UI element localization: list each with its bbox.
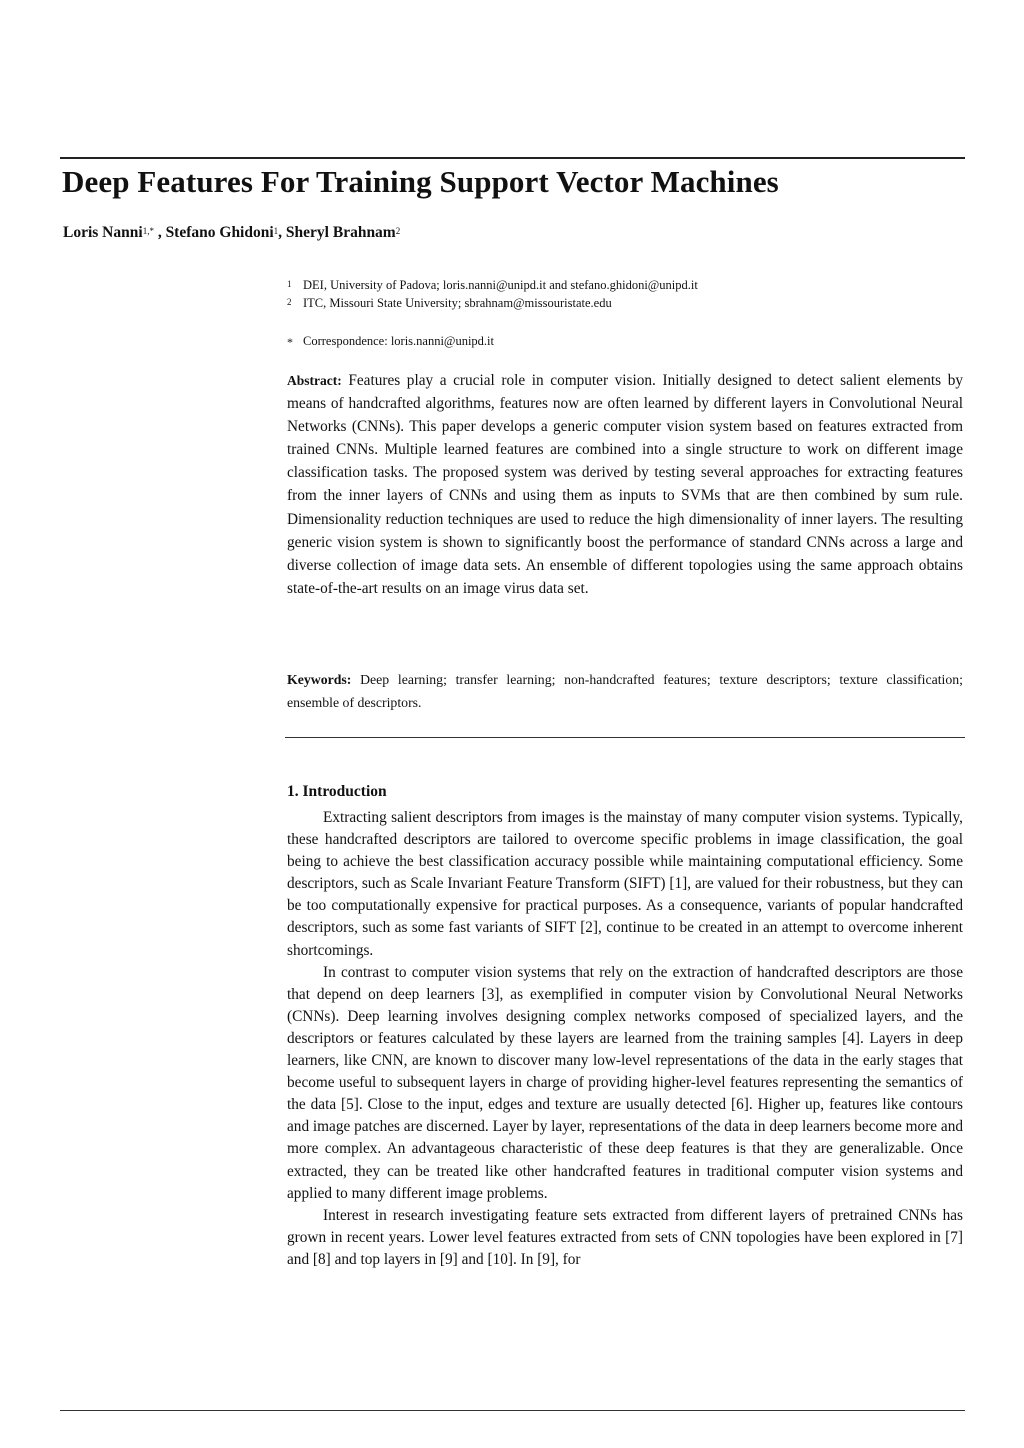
affiliation-text: ITC, Missouri State University; sbrahnam@missouristate.edu bbox=[303, 296, 612, 310]
affiliation-line bbox=[287, 276, 967, 294]
author-separator: , bbox=[278, 224, 286, 241]
footer-rule bbox=[60, 1410, 965, 1411]
keywords-text: Deep learning; transfer learning; non-handcrafted features; texture descriptors; texture classification; ensemble of descriptors. bbox=[287, 672, 964, 710]
abstract-label: Abstract: bbox=[287, 373, 342, 388]
body-paragraph: Interest in research investigating feature sets extracted from different layers of pretrained CNNs has grown in recent years. Lower level features extracted from sets of CNN topologies have been explored in [7] and [8] and top layers in [9] and [10]. In [9], for bbox=[287, 1206, 963, 1268]
affiliation-text: DEI, University of Padova; loris.nanni@unipd.it and stefano.ghidoni@unipd.it bbox=[303, 278, 698, 292]
author-affiliation-mark: 1,* bbox=[142, 226, 154, 236]
body-paragraph: In contrast to computer vision systems that rely on the extraction of handcrafted descriptors are those that depend on deep learners [3], as exemplified in computer vision by Convolutional Neural Networks (CNNs). Deep learning involves designing complex networks composed of specialized layers, and the descriptors or features calculated by these layers are learned from the training samples [4]. Layers in deep learners, like CNN, are known to discover many low-level representations of the data in the early stages that become useful to subsequent layers in charge of providing higher-level features representing the semantics of the data [5]. Close to the input, edges and texture are usually detected [6]. Higher up, features like contours and image patches are discerned. Layer by layer, representations of the data in deep learners become more and more complex. An advantageous characteristic of these deep features is that they are generalizable. Once extracted, they can be treated like other handcrafted features in traditional computer vision systems and applied to many different image problems. bbox=[287, 963, 963, 1202]
affiliation-mark: 1 bbox=[287, 279, 292, 289]
correspondence-text: Correspondence: loris.nanni@unipd.it bbox=[303, 334, 494, 348]
top-rule bbox=[60, 157, 965, 159]
abstract bbox=[287, 369, 963, 600]
author-affiliation-mark: 2 bbox=[395, 226, 401, 236]
section-body bbox=[287, 807, 963, 1271]
affiliation-mark: 2 bbox=[287, 297, 292, 307]
affiliation-line bbox=[287, 294, 967, 312]
section-divider bbox=[285, 737, 965, 738]
abstract-text: Features play a crucial role in computer vision. Initially designed to detect salient elements by means of handcrafted algorithms, features now are often learned by different layers in Convolutional Neural Networks (CNNs). This paper develops a generic computer vision system based on features extracted from trained CNNs. Multiple learned features are combined into a single structure to work on different image classification tasks. The proposed system was derived by testing several approaches for extracting features from the inner layers of CNNs and using them as inputs to SVMs that are then combined by sum rule. Dimensionality reduction techniques are used to reduce the high dimensionality of inner layers. The resulting generic vision system is shown to significantly boost the performance of standard CNNs across a large and diverse collection of image data sets. An ensemble of different topologies using the same approach obtains state-of-the-art results on an image virus data set. bbox=[287, 372, 963, 597]
paper-title: Deep Features For Training Support Vector Machines bbox=[62, 164, 779, 199]
keywords bbox=[287, 669, 963, 714]
author-name: Stefano Ghidoni bbox=[165, 224, 274, 241]
correspondence-line bbox=[287, 332, 967, 350]
keywords-label: Keywords: bbox=[287, 672, 352, 687]
section-heading: 1. Introduction bbox=[287, 783, 387, 800]
correspondence-mark: * bbox=[287, 335, 293, 349]
author-affiliation-mark: 1 bbox=[273, 226, 279, 236]
author-separator: , bbox=[153, 224, 166, 241]
author-name: Sheryl Brahnam bbox=[285, 224, 396, 241]
body-paragraph: Extracting salient descriptors from images is the mainstay of many computer vision systems. Typically, these handcrafted descriptors are tailored to overcome specific problems in image classification, the goal being to achieve the best classification accuracy possible while maintaining computational efficiency. Some descriptors, such as Scale Invariant Feature Transform (SIFT) [1], are valued for their robustness, but they can be too computationally expensive for practical purposes. As a consequence, variants of popular handcrafted descriptors, such as some fast variants of SIFT [2], continue to be created in an attempt to overcome inherent shortcomings. bbox=[287, 809, 963, 959]
author-name: Loris Nanni bbox=[63, 224, 143, 241]
author-list bbox=[63, 222, 963, 244]
